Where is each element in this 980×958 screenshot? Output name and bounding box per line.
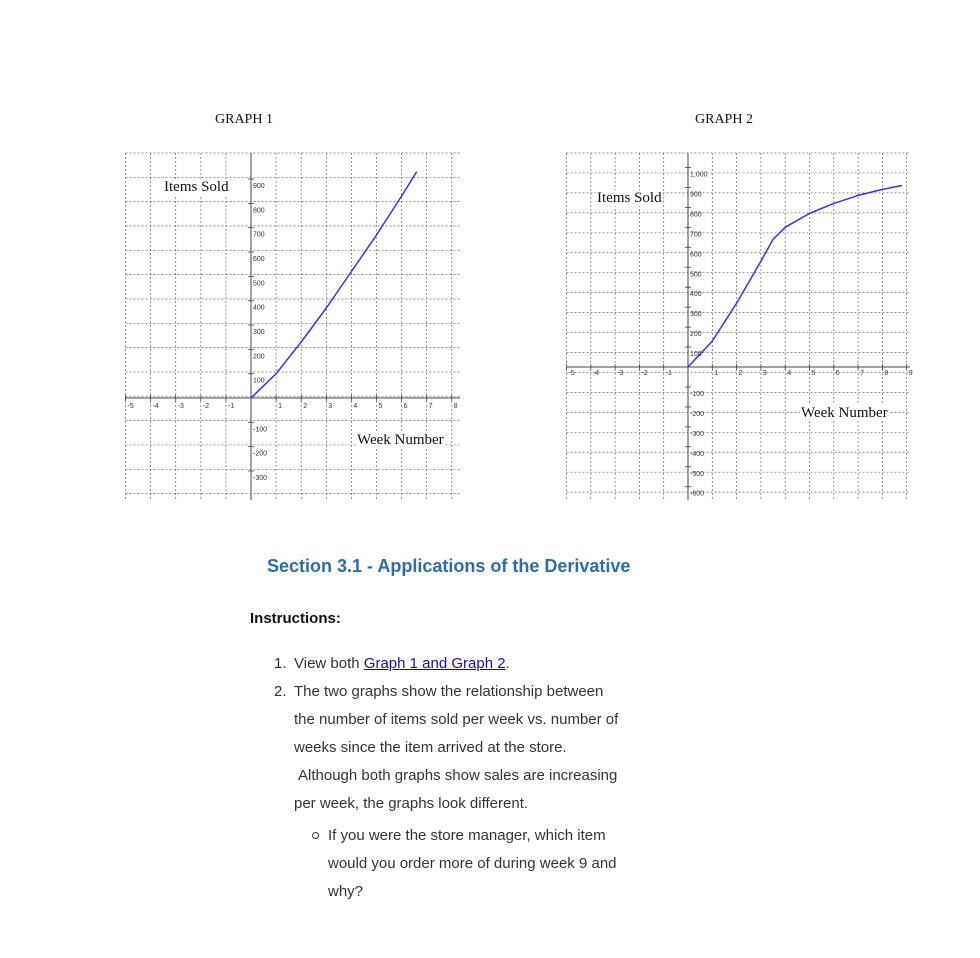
y-tick-label: 900 xyxy=(253,183,265,191)
x-tick-label: 8 xyxy=(884,370,889,377)
y-tick-label: 700 xyxy=(690,231,702,239)
step-1-text: View both xyxy=(294,655,364,672)
bullet-icon xyxy=(312,832,319,839)
x-tick-label: 1 xyxy=(714,370,719,377)
list-item xyxy=(274,650,674,678)
graph-1-title: GRAPH 1 xyxy=(215,112,273,127)
section-title: Section 3.1 - Applications of the Derivative xyxy=(267,556,631,576)
x-tick-label: -5 xyxy=(127,403,134,410)
y-tick-label: 600 xyxy=(253,256,265,264)
x-tick-label: 2 xyxy=(303,403,308,410)
y-tick-label: -300 xyxy=(690,430,705,438)
question-line: would you order more of during week 9 and xyxy=(328,855,617,872)
x-tick-label: 7 xyxy=(860,370,865,377)
x-tick-label: -5 xyxy=(568,370,575,377)
x-tick-label: 4 xyxy=(353,403,358,410)
x-tick-label: -4 xyxy=(592,370,600,377)
y-tick-label: 500 xyxy=(690,271,702,279)
x-tick-label: 2 xyxy=(738,370,743,377)
step-2-line: The two graphs show the relationship between xyxy=(294,683,604,700)
y-tick-label: 400 xyxy=(690,291,702,299)
x-tick-label: -2 xyxy=(641,370,648,377)
y-tick-label: -100 xyxy=(253,426,268,434)
x-tick-label: -4 xyxy=(152,403,159,410)
list-number: 2. xyxy=(274,683,287,700)
step-2-line: Although both graphs show sales are increasing xyxy=(298,767,618,784)
list-item xyxy=(274,678,674,906)
graph-2-x-axis-label: Week Number xyxy=(801,405,888,421)
step-2-line: per week, the graphs look different. xyxy=(294,795,529,812)
graph-1-y-axis-label: Items Sold xyxy=(164,179,229,195)
step-1-suffix: . xyxy=(505,655,510,672)
x-tick-label: 7 xyxy=(428,403,433,410)
y-tick-label: -600 xyxy=(690,490,705,498)
y-tick-label: 800 xyxy=(253,207,265,215)
x-tick-label: 4 xyxy=(787,370,792,377)
y-tick-label: 200 xyxy=(690,331,702,339)
y-tick-label: 900 xyxy=(690,191,702,199)
x-tick-label: -2 xyxy=(202,403,210,410)
x-tick-label: 8 xyxy=(453,403,458,410)
instructions-heading: Instructions: xyxy=(250,610,341,627)
x-tick-label: -1 xyxy=(665,370,672,377)
x-tick-label: 9 xyxy=(908,370,913,377)
x-tick-label: 3 xyxy=(762,370,767,377)
y-tick-label: 300 xyxy=(253,329,265,337)
y-tick-label: -200 xyxy=(253,450,268,458)
graph-2-y-axis-label: Items Sold xyxy=(597,190,662,206)
y-tick-label: -200 xyxy=(690,410,705,418)
y-tick-label: 200 xyxy=(253,353,265,361)
step-2-line: the number of items sold per week vs. number of xyxy=(294,711,619,728)
y-tick-label: 700 xyxy=(253,231,265,239)
x-tick-label: 5 xyxy=(378,403,383,410)
y-tick-label: 100 xyxy=(253,377,265,385)
x-tick-label: 5 xyxy=(811,370,816,377)
y-tick-label: 1,000 xyxy=(690,171,708,179)
y-tick-label: -300 xyxy=(253,474,268,482)
sub-list xyxy=(294,822,674,906)
y-tick-label: 400 xyxy=(253,304,265,312)
y-tick-label: 100 xyxy=(690,351,702,359)
x-tick-label: -1 xyxy=(227,403,235,410)
y-tick-label: -500 xyxy=(690,470,705,478)
instruction-list xyxy=(274,650,674,906)
question-line: If you were the store manager, which item xyxy=(328,827,606,844)
list-item xyxy=(312,822,674,906)
x-tick-label: 1 xyxy=(278,403,283,410)
x-tick-label: 6 xyxy=(835,370,840,377)
graph-link[interactable]: Graph 1 and Graph 2 xyxy=(363,655,506,672)
question-line: why? xyxy=(328,883,364,900)
y-tick-label: 300 xyxy=(690,311,702,319)
graph-1-x-axis-label: Week Number xyxy=(357,432,444,448)
y-tick-label: 600 xyxy=(690,251,702,259)
list-number: 1. xyxy=(274,655,287,672)
x-tick-label: -3 xyxy=(617,370,624,377)
x-tick-label: 6 xyxy=(403,403,408,410)
y-tick-label: 500 xyxy=(253,280,265,288)
y-tick-label: -400 xyxy=(690,450,705,458)
y-tick-label: -100 xyxy=(690,390,705,398)
graph-2-title: GRAPH 2 xyxy=(695,112,753,127)
step-2-line: weeks since the item arrived at the store. xyxy=(294,739,567,756)
y-tick-label: 800 xyxy=(690,211,702,219)
x-tick-label: 3 xyxy=(328,403,333,410)
x-tick-label: -3 xyxy=(177,403,184,410)
